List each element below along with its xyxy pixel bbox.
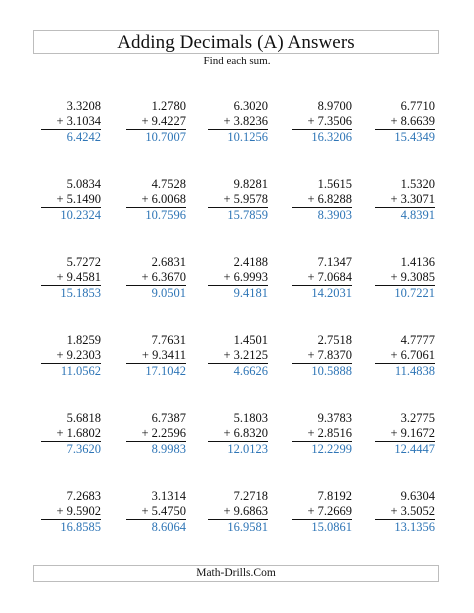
- answer-sum: 9.0501: [151, 286, 186, 300]
- addition-problem: [375, 411, 435, 457]
- answer-sum: 12.0123: [227, 442, 268, 456]
- addend-bottom: + 6.0068: [126, 192, 186, 208]
- addition-problem: [41, 333, 101, 379]
- answer-sum: 10.7221: [394, 286, 435, 300]
- addend-top: 3.1314: [151, 489, 186, 503]
- addend-bottom: + 3.8236: [208, 114, 268, 130]
- addend-top: 7.2683: [66, 489, 101, 503]
- addend-bottom: + 9.4227: [126, 114, 186, 130]
- addend-top: 1.4501: [233, 333, 268, 347]
- addend-bottom: + 8.6639: [375, 114, 435, 130]
- answer-sum: 16.3206: [311, 130, 352, 144]
- answer-sum: 11.0562: [60, 364, 101, 378]
- addend-bottom: + 9.3085: [375, 270, 435, 286]
- addition-problem: [292, 255, 352, 301]
- answer-sum: 10.7007: [145, 130, 186, 144]
- addition-problem: [375, 177, 435, 223]
- answer-sum: 10.7596: [145, 208, 186, 222]
- addition-problem: [208, 177, 268, 223]
- answer-sum: 4.8391: [400, 208, 435, 222]
- addend-bottom: + 9.2303: [41, 348, 101, 364]
- addend-top: 2.4188: [233, 255, 268, 269]
- addition-problem: [208, 489, 268, 535]
- answer-sum: 12.4447: [394, 442, 435, 456]
- addition-problem: [292, 177, 352, 223]
- answer-sum: 10.5888: [311, 364, 352, 378]
- addition-problem: [208, 333, 268, 379]
- addend-top: 4.7777: [400, 333, 435, 347]
- answer-sum: 6.4242: [66, 130, 101, 144]
- addend-top: 9.8281: [233, 177, 268, 191]
- footer-box: [33, 565, 439, 582]
- addend-top: 6.7387: [151, 411, 186, 425]
- addend-bottom: + 2.2596: [126, 426, 186, 442]
- addition-problem: [126, 411, 186, 457]
- addition-problem: [208, 411, 268, 457]
- answer-sum: 14.2031: [311, 286, 352, 300]
- addition-problem: [208, 99, 268, 145]
- addend-top: 9.6304: [400, 489, 435, 503]
- addition-problem: [126, 255, 186, 301]
- addend-top: 7.8192: [317, 489, 352, 503]
- addend-bottom: + 3.3071: [375, 192, 435, 208]
- addend-top: 1.8259: [66, 333, 101, 347]
- addend-top: 5.7272: [66, 255, 101, 269]
- footer-site: Math-Drills.Com: [196, 567, 276, 579]
- addend-top: 6.3020: [233, 99, 268, 113]
- addend-top: 3.3208: [66, 99, 101, 113]
- addend-top: 4.7528: [151, 177, 186, 191]
- addend-top: 7.2718: [233, 489, 268, 503]
- answer-sum: 12.2299: [311, 442, 352, 456]
- addend-bottom: + 3.2125: [208, 348, 268, 364]
- addend-top: 1.5615: [317, 177, 352, 191]
- addend-bottom: + 7.8370: [292, 348, 352, 364]
- addend-top: 7.7631: [151, 333, 186, 347]
- addend-top: 9.3783: [317, 411, 352, 425]
- addition-problem: [375, 99, 435, 145]
- addend-top: 8.9700: [317, 99, 352, 113]
- addend-bottom: + 5.4750: [126, 504, 186, 520]
- answer-sum: 8.6064: [151, 520, 186, 534]
- answer-sum: 4.6626: [233, 364, 268, 378]
- answer-sum: 16.8585: [60, 520, 101, 534]
- addend-top: 1.4136: [400, 255, 435, 269]
- addend-bottom: + 6.8320: [208, 426, 268, 442]
- addend-top: 3.2775: [400, 411, 435, 425]
- addend-top: 5.1803: [233, 411, 268, 425]
- addend-top: 1.2780: [151, 99, 186, 113]
- addition-problem: [41, 255, 101, 301]
- answer-sum: 10.2324: [60, 208, 101, 222]
- addend-bottom: + 9.6863: [208, 504, 268, 520]
- addition-problem: [292, 99, 352, 145]
- answer-sum: 15.1853: [60, 286, 101, 300]
- addition-problem: [292, 411, 352, 457]
- answer-sum: 15.0861: [311, 520, 352, 534]
- addend-top: 6.7710: [400, 99, 435, 113]
- addition-problem: [208, 255, 268, 301]
- answer-sum: 7.3620: [66, 442, 101, 456]
- addend-bottom: + 6.9993: [208, 270, 268, 286]
- addition-problem: [126, 99, 186, 145]
- answer-sum: 9.4181: [233, 286, 268, 300]
- page-title: Adding Decimals (A) Answers: [117, 32, 355, 53]
- addition-problem: [292, 333, 352, 379]
- addition-problem: [41, 177, 101, 223]
- answer-sum: 11.4838: [394, 364, 435, 378]
- instructions: Find each sum.: [203, 55, 271, 67]
- addend-bottom: + 5.9578: [208, 192, 268, 208]
- answer-sum: 13.1356: [394, 520, 435, 534]
- addend-bottom: + 1.6802: [41, 426, 101, 442]
- addition-problem: [126, 489, 186, 535]
- addition-problem: [292, 489, 352, 535]
- addend-bottom: + 6.8288: [292, 192, 352, 208]
- addend-bottom: + 7.3506: [292, 114, 352, 130]
- addend-bottom: + 9.4581: [41, 270, 101, 286]
- answer-sum: 17.1042: [145, 364, 186, 378]
- addend-bottom: + 3.1034: [41, 114, 101, 130]
- addend-bottom: + 9.3411: [126, 348, 186, 364]
- addend-bottom: + 7.0684: [292, 270, 352, 286]
- answer-sum: 16.9581: [227, 520, 268, 534]
- addition-problem: [41, 489, 101, 535]
- addend-bottom: + 6.7061: [375, 348, 435, 364]
- addend-bottom: + 9.5902: [41, 504, 101, 520]
- answer-sum: 10.1256: [227, 130, 268, 144]
- addition-problem: [41, 411, 101, 457]
- answer-sum: 8.9983: [151, 442, 186, 456]
- addition-problem: [375, 333, 435, 379]
- addend-top: 5.0834: [66, 177, 101, 191]
- addition-problem: [126, 177, 186, 223]
- addend-top: 1.5320: [400, 177, 435, 191]
- addition-problem: [375, 255, 435, 301]
- addition-problem: [375, 489, 435, 535]
- answer-sum: 15.4349: [394, 130, 435, 144]
- addend-bottom: + 3.5052: [375, 504, 435, 520]
- answer-sum: 15.7859: [227, 208, 268, 222]
- addend-top: 2.7518: [317, 333, 352, 347]
- addend-bottom: + 7.2669: [292, 504, 352, 520]
- addend-top: 2.6831: [151, 255, 186, 269]
- addend-top: 7.1347: [317, 255, 352, 269]
- addition-problem: [126, 333, 186, 379]
- addend-bottom: + 2.8516: [292, 426, 352, 442]
- addition-problem: [41, 99, 101, 145]
- addend-bottom: + 6.3670: [126, 270, 186, 286]
- answer-sum: 8.3903: [317, 208, 352, 222]
- addend-bottom: + 5.1490: [41, 192, 101, 208]
- addend-bottom: + 9.1672: [375, 426, 435, 442]
- addend-top: 5.6818: [66, 411, 101, 425]
